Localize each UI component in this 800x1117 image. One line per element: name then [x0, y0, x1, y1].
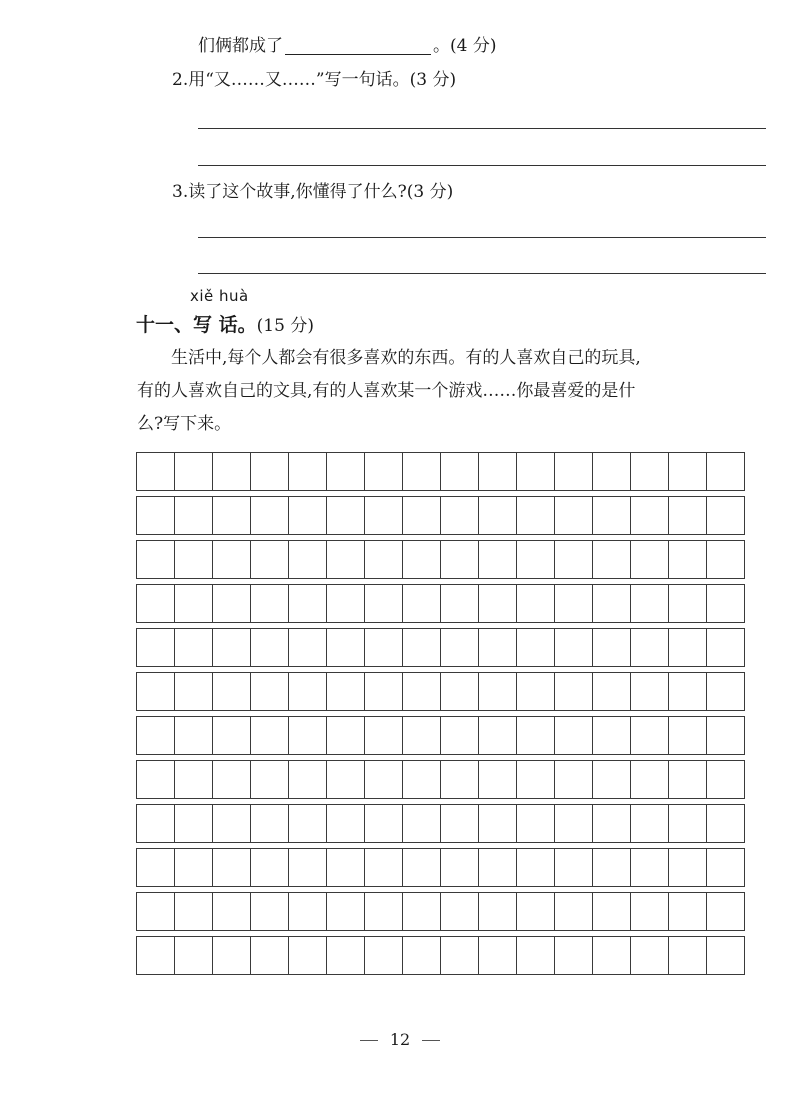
- grid-cell[interactable]: [289, 805, 327, 843]
- grid-cell[interactable]: [365, 893, 403, 931]
- page-number: 12: [389, 1030, 411, 1049]
- grid-cell[interactable]: [479, 805, 517, 843]
- grid-cell[interactable]: [251, 893, 289, 931]
- grid-cell[interactable]: [175, 629, 213, 667]
- grid-cell[interactable]: [479, 497, 517, 535]
- grid-cell[interactable]: [517, 849, 555, 887]
- grid-cell[interactable]: [669, 805, 707, 843]
- writing-prompt-line-2: 有的人喜欢自己的文具,有的人喜欢某一个游戏……你最喜爱的是什: [137, 381, 636, 401]
- grid-cell[interactable]: [175, 717, 213, 755]
- grid-cell[interactable]: [251, 717, 289, 755]
- grid-cell[interactable]: [441, 497, 479, 535]
- grid-cell[interactable]: [631, 541, 669, 579]
- grid-cell[interactable]: [555, 541, 593, 579]
- grid-cell[interactable]: [707, 937, 745, 975]
- grid-cell[interactable]: [289, 629, 327, 667]
- grid-cell[interactable]: [403, 805, 441, 843]
- writing-grid-svg: [136, 452, 745, 975]
- grid-cell[interactable]: [707, 585, 745, 623]
- grid-cell[interactable]: [593, 849, 631, 887]
- grid-cell[interactable]: [593, 761, 631, 799]
- grid-cell[interactable]: [289, 541, 327, 579]
- section-title: 写 话: [193, 314, 238, 336]
- grid-cell[interactable]: [365, 453, 403, 491]
- grid-cell[interactable]: [137, 585, 175, 623]
- grid-cell[interactable]: [137, 541, 175, 579]
- grid-cell[interactable]: [137, 629, 175, 667]
- grid-cell[interactable]: [327, 893, 365, 931]
- grid-cell[interactable]: [137, 717, 175, 755]
- grid-cell[interactable]: [213, 497, 251, 535]
- grid-cell[interactable]: [555, 761, 593, 799]
- section-number: 十一、: [136, 314, 194, 336]
- grid-cell[interactable]: [631, 453, 669, 491]
- grid-cell[interactable]: [555, 453, 593, 491]
- grid-cell[interactable]: [403, 761, 441, 799]
- grid-cell[interactable]: [707, 893, 745, 931]
- grid-cell[interactable]: [403, 497, 441, 535]
- grid-cell[interactable]: [289, 849, 327, 887]
- grid-cell[interactable]: [251, 849, 289, 887]
- grid-cell[interactable]: [365, 673, 403, 711]
- grid-cell[interactable]: [669, 849, 707, 887]
- writing-prompt-line-1: [137, 342, 769, 375]
- question-1-tail: [198, 38, 496, 55]
- grid-cell[interactable]: [403, 541, 441, 579]
- grid-cell[interactable]: [213, 805, 251, 843]
- grid-cell[interactable]: [213, 585, 251, 623]
- section-title-pinyin: xiě huà: [190, 287, 249, 305]
- grid-cell[interactable]: [251, 673, 289, 711]
- grid-cell[interactable]: [175, 893, 213, 931]
- grid-cell[interactable]: [593, 937, 631, 975]
- grid-cell[interactable]: [707, 629, 745, 667]
- grid-cell[interactable]: [555, 937, 593, 975]
- grid-cell[interactable]: [517, 497, 555, 535]
- grid-cell[interactable]: [251, 629, 289, 667]
- grid-cell[interactable]: [479, 761, 517, 799]
- grid-cell[interactable]: [175, 937, 213, 975]
- grid-cell[interactable]: [707, 541, 745, 579]
- grid-cell[interactable]: [593, 805, 631, 843]
- grid-cell[interactable]: [327, 805, 365, 843]
- grid-cell[interactable]: [669, 453, 707, 491]
- grid-cell[interactable]: [327, 937, 365, 975]
- grid-cell[interactable]: [669, 629, 707, 667]
- grid-cell[interactable]: [441, 805, 479, 843]
- grid-cell[interactable]: [631, 893, 669, 931]
- grid-cell[interactable]: [479, 585, 517, 623]
- question-1-text-before: 们俩都成了: [198, 36, 283, 56]
- grid-cell[interactable]: [631, 805, 669, 843]
- page-number-right-dash: [422, 1040, 440, 1041]
- grid-cell[interactable]: [631, 761, 669, 799]
- grid-cell[interactable]: [403, 717, 441, 755]
- grid-cell[interactable]: [707, 497, 745, 535]
- grid-cell[interactable]: [327, 585, 365, 623]
- grid-cell[interactable]: [251, 541, 289, 579]
- grid-cell[interactable]: [137, 673, 175, 711]
- grid-cell[interactable]: [669, 585, 707, 623]
- grid-cell[interactable]: [517, 937, 555, 975]
- grid-cell[interactable]: [593, 453, 631, 491]
- grid-cell[interactable]: [669, 937, 707, 975]
- grid-cell[interactable]: [365, 761, 403, 799]
- grid-cell[interactable]: [479, 541, 517, 579]
- grid-cell[interactable]: [479, 893, 517, 931]
- grid-cell[interactable]: [593, 673, 631, 711]
- grid-cell[interactable]: [517, 805, 555, 843]
- grid-cell[interactable]: [669, 717, 707, 755]
- question-2-answer-line-2[interactable]: [198, 165, 766, 166]
- grid-cell[interactable]: [707, 805, 745, 843]
- grid-cell[interactable]: [479, 717, 517, 755]
- grid-cell[interactable]: [251, 761, 289, 799]
- grid-cell[interactable]: [669, 761, 707, 799]
- grid-cell[interactable]: [593, 629, 631, 667]
- grid-cell[interactable]: [517, 761, 555, 799]
- grid-cell[interactable]: [403, 585, 441, 623]
- grid-cell[interactable]: [137, 937, 175, 975]
- grid-cell[interactable]: [289, 585, 327, 623]
- grid-cell[interactable]: [441, 541, 479, 579]
- section-points: (15 分): [256, 316, 314, 336]
- question-3-answer-line-1[interactable]: [198, 237, 766, 238]
- grid-cell[interactable]: [213, 541, 251, 579]
- page-footer: [0, 1030, 800, 1049]
- grid-cell[interactable]: [631, 937, 669, 975]
- grid-cell[interactable]: [593, 497, 631, 535]
- grid-cell[interactable]: [175, 673, 213, 711]
- grid-cell[interactable]: [631, 629, 669, 667]
- grid-cell[interactable]: [631, 497, 669, 535]
- grid-cell[interactable]: [365, 541, 403, 579]
- grid-cell[interactable]: [555, 629, 593, 667]
- grid-cell[interactable]: [175, 805, 213, 843]
- question-3-answer-line-2[interactable]: [198, 273, 766, 274]
- grid-cell[interactable]: [175, 585, 213, 623]
- grid-cell[interactable]: [213, 893, 251, 931]
- grid-cell[interactable]: [251, 937, 289, 975]
- grid-cell[interactable]: [517, 453, 555, 491]
- grid-cell[interactable]: [403, 893, 441, 931]
- grid-cell[interactable]: [555, 805, 593, 843]
- page-number-left-dash: [360, 1040, 378, 1041]
- grid-cell[interactable]: [175, 849, 213, 887]
- grid-cell[interactable]: [669, 893, 707, 931]
- grid-cell[interactable]: [327, 761, 365, 799]
- grid-cell[interactable]: [517, 893, 555, 931]
- grid-cell[interactable]: [441, 673, 479, 711]
- grid-cell[interactable]: [707, 453, 745, 491]
- writing-prompt-line-3: 么?写下来。: [137, 414, 232, 434]
- grid-cell[interactable]: [213, 717, 251, 755]
- grid-cell[interactable]: [213, 673, 251, 711]
- grid-cell[interactable]: [555, 849, 593, 887]
- grid-cell[interactable]: [479, 629, 517, 667]
- grid-cell[interactable]: [365, 937, 403, 975]
- grid-cell[interactable]: [365, 849, 403, 887]
- grid-cell[interactable]: [517, 717, 555, 755]
- grid-cell[interactable]: [555, 585, 593, 623]
- grid-cell[interactable]: [365, 629, 403, 667]
- section-heading: [136, 310, 314, 337]
- grid-cell[interactable]: [441, 893, 479, 931]
- grid-cell[interactable]: [137, 761, 175, 799]
- writing-prompt: [137, 342, 769, 441]
- grid-cell[interactable]: [403, 673, 441, 711]
- grid-cell[interactable]: [593, 717, 631, 755]
- grid-cell[interactable]: [137, 497, 175, 535]
- grid-cell[interactable]: [517, 629, 555, 667]
- grid-cell[interactable]: [707, 673, 745, 711]
- grid-cell[interactable]: [327, 849, 365, 887]
- question-2-answer-line-1[interactable]: [198, 128, 766, 129]
- grid-cell[interactable]: [327, 629, 365, 667]
- grid-cell[interactable]: [251, 453, 289, 491]
- grid-cell[interactable]: [555, 497, 593, 535]
- grid-cell[interactable]: [213, 849, 251, 887]
- grid-cell[interactable]: [365, 805, 403, 843]
- grid-cell[interactable]: [631, 849, 669, 887]
- grid-cell[interactable]: [517, 673, 555, 711]
- grid-cell[interactable]: [289, 453, 327, 491]
- grid-cell[interactable]: [327, 541, 365, 579]
- grid-cell[interactable]: [289, 761, 327, 799]
- grid-cell[interactable]: [137, 893, 175, 931]
- grid-cell[interactable]: [707, 717, 745, 755]
- grid-cell[interactable]: [593, 541, 631, 579]
- writing-grid[interactable]: [136, 452, 745, 975]
- grid-cell[interactable]: [289, 937, 327, 975]
- grid-cell[interactable]: [365, 585, 403, 623]
- section-period: 。: [237, 314, 257, 336]
- grid-cell[interactable]: [631, 673, 669, 711]
- question-1-text-after: 。(4 分): [433, 36, 497, 56]
- question-3-text: 3.读了这个故事,你懂得了什么?(3 分): [172, 182, 454, 202]
- grid-cell[interactable]: [213, 937, 251, 975]
- grid-cell[interactable]: [289, 673, 327, 711]
- grid-cell[interactable]: [631, 717, 669, 755]
- grid-cell[interactable]: [175, 761, 213, 799]
- grid-cell[interactable]: [213, 453, 251, 491]
- grid-cell[interactable]: [327, 453, 365, 491]
- grid-cell[interactable]: [441, 849, 479, 887]
- grid-cell[interactable]: [707, 849, 745, 887]
- grid-cell[interactable]: [631, 585, 669, 623]
- grid-cell[interactable]: [593, 893, 631, 931]
- grid-cell[interactable]: [441, 717, 479, 755]
- grid-cell[interactable]: [365, 497, 403, 535]
- grid-cell[interactable]: [479, 453, 517, 491]
- grid-cell[interactable]: [365, 717, 403, 755]
- grid-cell[interactable]: [289, 497, 327, 535]
- grid-cell[interactable]: [669, 673, 707, 711]
- grid-cell[interactable]: [517, 541, 555, 579]
- grid-cell[interactable]: [175, 453, 213, 491]
- grid-cell[interactable]: [289, 893, 327, 931]
- question-1-answer-blank[interactable]: [285, 38, 431, 55]
- grid-cell[interactable]: [251, 585, 289, 623]
- grid-cell[interactable]: [175, 497, 213, 535]
- grid-cell[interactable]: [175, 541, 213, 579]
- grid-cell[interactable]: [327, 497, 365, 535]
- grid-cell[interactable]: [441, 453, 479, 491]
- grid-cell[interactable]: [327, 717, 365, 755]
- grid-cell[interactable]: [441, 761, 479, 799]
- grid-cell[interactable]: [251, 805, 289, 843]
- grid-cell[interactable]: [555, 717, 593, 755]
- grid-cell[interactable]: [251, 497, 289, 535]
- grid-cell[interactable]: [327, 673, 365, 711]
- grid-cell[interactable]: [137, 849, 175, 887]
- grid-cell[interactable]: [137, 805, 175, 843]
- grid-cell[interactable]: [479, 849, 517, 887]
- grid-cell[interactable]: [403, 849, 441, 887]
- grid-cell[interactable]: [403, 629, 441, 667]
- grid-cell[interactable]: [403, 453, 441, 491]
- grid-cell[interactable]: [555, 893, 593, 931]
- grid-cell[interactable]: [517, 585, 555, 623]
- grid-cell[interactable]: [479, 673, 517, 711]
- grid-cell[interactable]: [213, 761, 251, 799]
- grid-cell[interactable]: [441, 585, 479, 623]
- grid-cell[interactable]: [213, 629, 251, 667]
- grid-cell[interactable]: [403, 937, 441, 975]
- grid-cell[interactable]: [137, 453, 175, 491]
- grid-cell[interactable]: [289, 717, 327, 755]
- grid-cell[interactable]: [669, 541, 707, 579]
- grid-cell[interactable]: [707, 761, 745, 799]
- grid-cell[interactable]: [555, 673, 593, 711]
- grid-cell[interactable]: [441, 629, 479, 667]
- grid-cell[interactable]: [669, 497, 707, 535]
- grid-cell[interactable]: [593, 585, 631, 623]
- writing-prompt-line-1-text: 生活中,每个人都会有很多喜欢的东西。有的人喜欢自己的玩具,: [171, 348, 641, 368]
- question-2-text: 2.用“又……又……”写一句话。(3 分): [172, 70, 457, 90]
- grid-cell[interactable]: [479, 937, 517, 975]
- grid-cell[interactable]: [441, 937, 479, 975]
